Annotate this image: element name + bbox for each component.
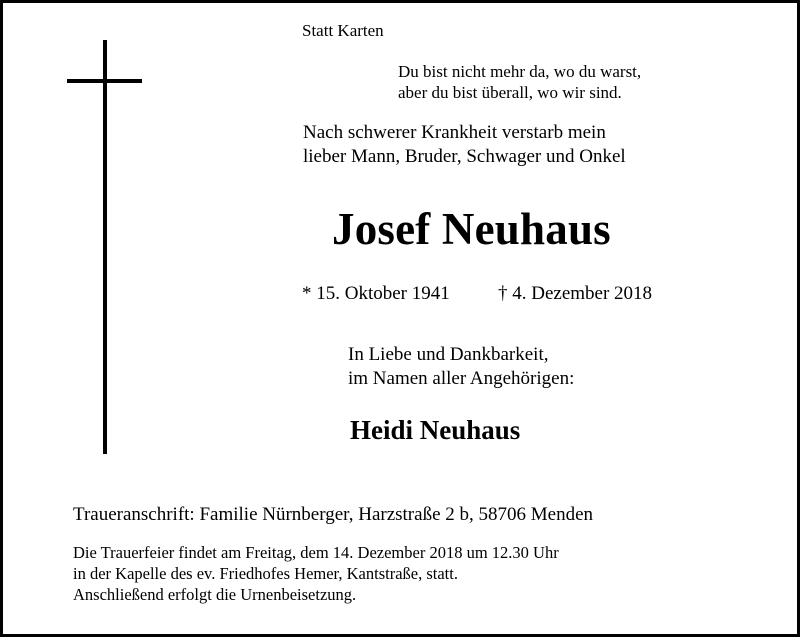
- funeral-detail-line: in der Kapelle des ev. Friedhofes Hemer, Kantstraße, statt.: [73, 564, 458, 583]
- signer-name: Heidi Neuhaus: [350, 415, 521, 445]
- announcement-line: lieber Mann, Bruder, Schwager und Onkel: [303, 146, 626, 167]
- funeral-detail-line: Anschließend erfolgt die Urnenbeisetzung.: [73, 585, 357, 604]
- funeral-detail-line: Die Trauerfeier findet am Freitag, dem 14. Dezember 2018 um 12.30 Uhr: [73, 543, 559, 562]
- memorial-quote: [398, 61, 641, 103]
- notice-header: Statt Karten: [302, 21, 384, 40]
- deceased-name: Josef Neuhaus: [332, 204, 611, 254]
- quote-line: Du bist nicht mehr da, wo du warst,: [398, 62, 642, 81]
- announcement-line: Nach schwerer Krankheit verstarb mein: [303, 122, 606, 143]
- cross-vertical-bar: [103, 40, 107, 454]
- closing-words: [348, 343, 574, 391]
- quote-line: aber du bist überall, wo wir sind.: [398, 83, 622, 102]
- death-announcement: [303, 121, 626, 169]
- closing-line: In Liebe und Dankbarkeit,: [348, 344, 549, 365]
- death-date: † 4. Dezember 2018: [498, 283, 653, 304]
- birth-date: * 15. Oktober 1941: [302, 283, 450, 304]
- closing-line: im Namen aller Angehörigen:: [348, 368, 575, 389]
- cross-horizontal-bar: [67, 79, 142, 83]
- mourning-address: Traueranschrift: Familie Nürnberger, Harzstraße 2 b, 58706 Menden: [73, 504, 594, 525]
- funeral-details: [73, 542, 559, 605]
